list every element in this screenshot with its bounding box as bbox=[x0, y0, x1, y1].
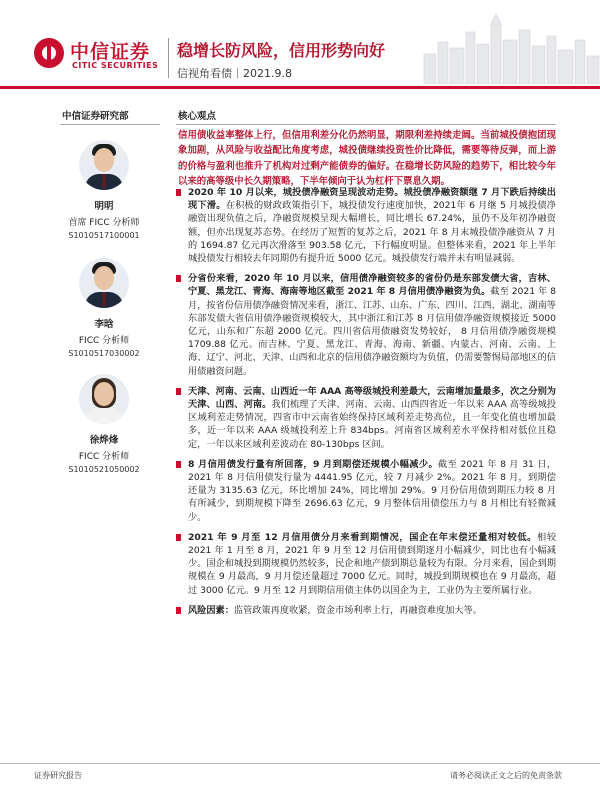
analyst-name: 徐烨烽 bbox=[89, 435, 119, 446]
key-point-lead: 8 月信用债发行量有所回落，9 月到期偿还规模小幅减少。 bbox=[188, 458, 439, 470]
core-views-heading: 核心观点 bbox=[178, 111, 217, 122]
key-point bbox=[176, 531, 556, 597]
key-point bbox=[176, 385, 556, 451]
analyst-photo bbox=[79, 258, 129, 308]
bullet-square-icon bbox=[176, 388, 181, 395]
analyst-title: 首席 FICC 分析师 bbox=[68, 218, 140, 228]
key-point bbox=[176, 604, 556, 617]
key-point bbox=[176, 186, 556, 265]
bullet-square-icon bbox=[176, 189, 181, 196]
key-points-list bbox=[176, 186, 556, 624]
key-point-body: 在积极的财政政策指引下，城投债发行速度加快，2021年 6 月继 5 月城投债净融资出现负值之后，净融资规模呈现大幅增长，同比增长 67.24%，虽仍不及年初净融资额，但亦出现复苏态势。在经历了短暂的复苏之后，2021 年 8 月末城投债净融资从 7 月的 1694.87 亿元再次滑落至 903.58 亿元，下行幅度明显。但整体来看，2021 年上半年城投债发行相较去年同期仍有提升近 5000 亿元。城投债发行端并未有明显减弱。 bbox=[188, 200, 556, 265]
analyst-photo bbox=[79, 374, 129, 424]
footer-rule bbox=[0, 763, 600, 764]
analyst-license: S1010517100001 bbox=[68, 231, 140, 240]
analyst-card bbox=[40, 258, 168, 358]
key-point-body: 我们梳理了天津、河南、云南、山西四省近一年以来 AAA 高等级城投区域利差走势情况，四省市中云南省始终保持区域利差走势高位，且一年变化值也增加最多，近一年以来 AAA 级城投利差上升 834bps。河南省区域利差水平保持相对低位且稳定，一年以来区域利差波动在 80-130bps 区间。 bbox=[188, 399, 557, 450]
logo-english-text: CITIC SECURITIES bbox=[72, 61, 159, 70]
logo-chinese-text: 中信证券 bbox=[70, 41, 151, 63]
analyst-card bbox=[40, 374, 168, 474]
key-point bbox=[176, 272, 556, 378]
key-point-lead: 分省份来看，2020 年 10 月以来，信用债净融资较多的省份仍是东部发债大省，吉林、宁夏、黑龙江、青海、海南等地区截至 2021 年 8 月信用债净融资为负。 bbox=[188, 273, 556, 298]
key-point-lead: 风险因素： bbox=[188, 604, 234, 616]
key-point-lead: 天津、河南、云南、山西近一年 AAA 高等级城投利差最大，云南增加量最多，次之分别为天津、山西、河南。 bbox=[188, 385, 556, 411]
bullet-square-icon bbox=[176, 275, 181, 282]
header-rule bbox=[0, 86, 600, 89]
key-point-lead: 2020 年 10 月以来，城投债净融资呈现波动走势。城投债净融资额继 7 月下跌后持续出现下滑。 bbox=[188, 187, 556, 212]
key-point-body: 相较 2021 年 1 月至 8 月，2021 年 9 月至 12 月信用债到期逐月小幅减少，同比也有小幅减少。国企和城投到期规模仍然较多，民企和地产债到期总量较为有限。分月来看，国企到期规模在 9 月最高，9 月月偿还量超过 7000 亿元。同时，城投到期规模也在 9 月最高，超过 3000 亿元。9 月至 12 月到期信用债主体仍以国企为主，工业仍为主要所属行业。 bbox=[188, 531, 557, 596]
bullet-square-icon bbox=[176, 607, 181, 614]
key-point bbox=[176, 458, 556, 524]
key-point-body: 截至 2021 年 8 月 31 日，2021 年 8 月信用债发行量为 4441.95 亿元，较 7 月减少 2%。2021 年 8 月，到期偿还量为 3135.63 亿元，环比增加 24%，同比增加 29%。9 月份信用债到期压力较 8 月有所减少，到期规模下降至 2696.63 亿元，9 月整体信用债偿压力与 8 月相比有轻微减少。 bbox=[188, 458, 556, 523]
key-point-body: 截至 2021 年 8 月，按省份信用债净融资情况来看，浙江、江苏、山东、广东、四川、江西、湖北、湖南等东部发债大省信用债净融资规模较大，其中浙江和江苏 8 月信用债净融资规模接近 5000 亿元，山东和广东超 2000 亿元。四川省信用债融资发势较好， 8 月信用债净融资规模 1709.88 亿元。而吉林、宁夏、黑龙江、青海、海南、新疆、内蒙古、河南、云南、上海、辽宁、河北、天津、山西和北京的信用债净融资额均为负值，仍需要警惕局部地区的信用债融资问题。 bbox=[188, 286, 556, 377]
analyst-title: FICC 分析师 bbox=[78, 452, 130, 462]
report-subtitle: 信视角看债｜2021.9.8 bbox=[177, 67, 292, 80]
report-title: 稳增长防风险，信用形势向好 bbox=[177, 41, 386, 60]
header-divider bbox=[168, 38, 169, 78]
key-point-body: 监管政策再度收紧，资金市场利率上行，再融资难度加大等。 bbox=[233, 604, 482, 616]
analyst-name: 明明 bbox=[94, 201, 114, 212]
analyst-license: S1010521050002 bbox=[68, 465, 140, 474]
core-views-rule bbox=[176, 124, 556, 125]
footer-disclaimer: 请务必阅读正文之后的免责条款 bbox=[450, 771, 562, 780]
citic-logo-icon bbox=[34, 38, 64, 68]
city-skyline-illustration bbox=[420, 14, 600, 84]
analyst-photo bbox=[79, 140, 129, 190]
bullet-square-icon bbox=[176, 534, 181, 541]
analyst-license: S1010517030002 bbox=[68, 349, 140, 358]
department-label: 中信证券研究部 bbox=[62, 111, 129, 122]
analyst-name: 李晗 bbox=[94, 319, 114, 330]
department-rule bbox=[60, 124, 160, 125]
key-point-lead: 2021 年 9 月至 12 月信用债分月来看到期情况，国企在年末偿还量相对较低。 bbox=[188, 531, 537, 543]
bullet-square-icon bbox=[176, 461, 181, 468]
analyst-card bbox=[40, 140, 168, 240]
analyst-title: FICC 分析师 bbox=[78, 336, 130, 346]
footer-report-type: 证券研究报告 bbox=[34, 771, 82, 780]
summary-paragraph: 信用债收益率整体上行，但信用利差分化仍然明显，期限利差持续走阔。当前城投债抱团现象加剧，从风险与收益配比角度考虑，城投债继续投资性价比降低，需要等待反弹，而上游的价格与盈利也推升了机构对过剩产能债券的偏好。在稳增长防风险的趋势下，相比较今年以来的高等级中长久期策略，下半年倾向于认为杠杆下票息久期。 bbox=[178, 130, 556, 188]
